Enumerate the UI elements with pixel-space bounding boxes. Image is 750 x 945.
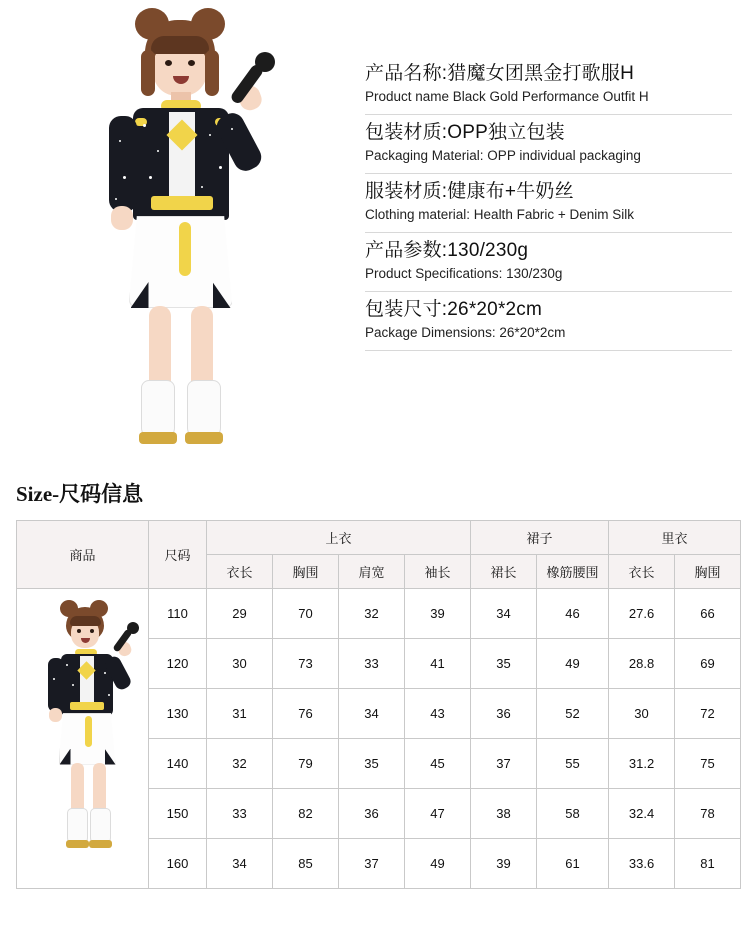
model-photo-main xyxy=(0,0,355,468)
header-group-inner: 里衣 xyxy=(609,521,741,555)
cell-value: 35 xyxy=(471,639,537,689)
cell-value: 39 xyxy=(405,589,471,639)
cell-value: 70 xyxy=(273,589,339,639)
spec-row xyxy=(365,292,732,351)
cell-value: 82 xyxy=(273,789,339,839)
header-group-top: 上衣 xyxy=(207,521,471,555)
cell-value: 72 xyxy=(675,689,741,739)
cell-value: 43 xyxy=(405,689,471,739)
cell-value: 32 xyxy=(339,589,405,639)
cell-value: 66 xyxy=(675,589,741,639)
cell-value: 32.4 xyxy=(609,789,675,839)
cell-size: 160 xyxy=(149,839,207,889)
cell-value: 33 xyxy=(339,639,405,689)
cell-value: 73 xyxy=(273,639,339,689)
cell-value: 32 xyxy=(207,739,273,789)
header-col: 衣长 xyxy=(609,555,675,589)
size-table xyxy=(16,520,741,889)
cell-value: 47 xyxy=(405,789,471,839)
cell-value: 78 xyxy=(675,789,741,839)
table-header-row-groups xyxy=(17,521,741,555)
cell-value: 36 xyxy=(339,789,405,839)
cell-value: 45 xyxy=(405,739,471,789)
cell-value: 38 xyxy=(471,789,537,839)
spec-en-text: Package Dimensions: 26*20*2cm xyxy=(365,325,566,340)
spec-cn-text: 包装尺寸:26*20*2cm xyxy=(365,299,543,320)
cell-value: 55 xyxy=(537,739,609,789)
cell-size: 140 xyxy=(149,739,207,789)
model-photo-table xyxy=(17,589,149,889)
cell-value: 30 xyxy=(609,689,675,739)
header-col: 肩宽 xyxy=(339,555,405,589)
cell-value: 30 xyxy=(207,639,273,689)
cell-value: 35 xyxy=(339,739,405,789)
header-col: 裙长 xyxy=(471,555,537,589)
spec-row xyxy=(365,56,732,115)
cell-value: 34 xyxy=(207,839,273,889)
header-col: 袖长 xyxy=(405,555,471,589)
cell-value: 75 xyxy=(675,739,741,789)
spec-en-text: Product name Black Gold Performance Outfit H xyxy=(365,89,649,104)
cell-size: 130 xyxy=(149,689,207,739)
cell-value: 33 xyxy=(207,789,273,839)
cell-value: 33.6 xyxy=(609,839,675,889)
cell-value: 37 xyxy=(471,739,537,789)
model-illustration xyxy=(23,0,333,468)
header-col: 胸围 xyxy=(273,555,339,589)
cell-value: 69 xyxy=(675,639,741,689)
cell-value: 61 xyxy=(537,839,609,889)
spec-en-text: Clothing material: Health Fabric + Denim Silk xyxy=(365,207,634,222)
header-size: 尺码 xyxy=(149,521,207,589)
cell-value: 31 xyxy=(207,689,273,739)
cell-value: 49 xyxy=(537,639,609,689)
top-section xyxy=(0,0,750,468)
cell-size: 110 xyxy=(149,589,207,639)
cell-value: 34 xyxy=(471,589,537,639)
header-goods: 商品 xyxy=(17,521,149,589)
cell-value: 79 xyxy=(273,739,339,789)
cell-value: 34 xyxy=(339,689,405,739)
size-section-title: Size-尺码信息 xyxy=(16,482,144,506)
header-col: 胸围 xyxy=(675,555,741,589)
spec-cn-text: 服装材质:健康布+牛奶丝 xyxy=(365,181,574,202)
cell-value: 36 xyxy=(471,689,537,739)
header-col: 橡筋腰围 xyxy=(537,555,609,589)
cell-value: 27.6 xyxy=(609,589,675,639)
cell-value: 31.2 xyxy=(609,739,675,789)
cell-value: 28.8 xyxy=(609,639,675,689)
product-spec-list xyxy=(355,0,750,468)
cell-size: 120 xyxy=(149,639,207,689)
cell-value: 58 xyxy=(537,789,609,839)
table-row xyxy=(17,589,741,639)
cell-value: 41 xyxy=(405,639,471,689)
cell-value: 85 xyxy=(273,839,339,889)
spec-row xyxy=(365,233,732,292)
cell-value: 37 xyxy=(339,839,405,889)
cell-value: 49 xyxy=(405,839,471,889)
cell-value: 46 xyxy=(537,589,609,639)
cell-value: 39 xyxy=(471,839,537,889)
cell-value: 52 xyxy=(537,689,609,739)
spec-cn-text: 产品名称:猎魔女团黑金打歌服H xyxy=(365,63,635,84)
spec-row xyxy=(365,174,732,233)
header-group-skirt: 裙子 xyxy=(471,521,609,555)
cell-value: 29 xyxy=(207,589,273,639)
spec-row xyxy=(365,115,732,174)
spec-cn-text: 产品参数:130/230g xyxy=(365,240,529,261)
cell-size: 150 xyxy=(149,789,207,839)
model-illustration-small xyxy=(20,594,146,884)
cell-value: 81 xyxy=(675,839,741,889)
cell-value: 76 xyxy=(273,689,339,739)
header-col: 衣长 xyxy=(207,555,273,589)
spec-en-text: Product Specifications: 130/230g xyxy=(365,266,563,281)
spec-en-text: Packaging Material: OPP individual packaging xyxy=(365,148,641,163)
spec-cn-text: 包装材质:OPP独立包装 xyxy=(365,122,565,143)
